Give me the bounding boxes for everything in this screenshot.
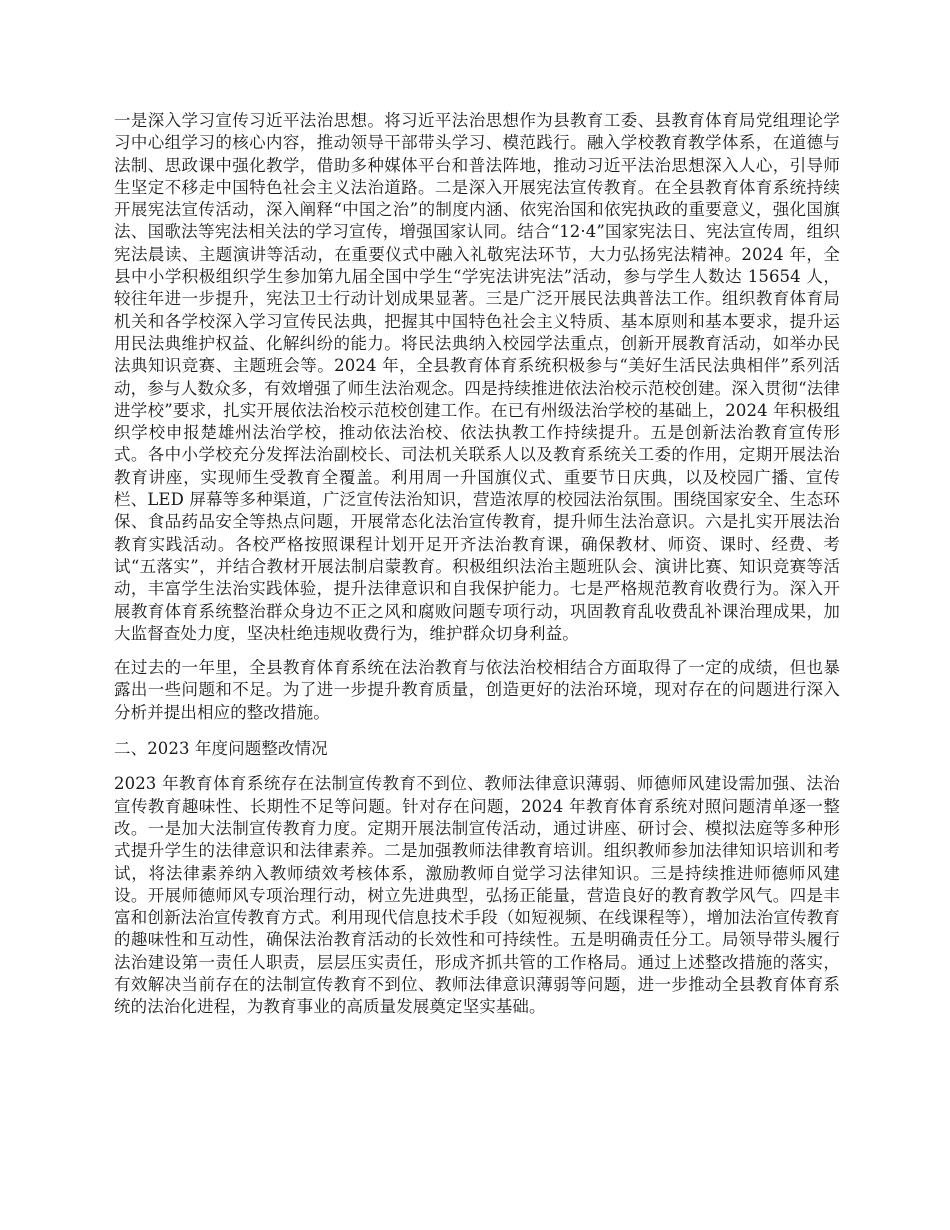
paragraph-measures: 一是深入学习宣传习近平法治思想。将习近平法治思想作为县教育工委、县教育体育局党组理论学习中心组学习的核心内容，推动领导干部带头学习、模范践行。融入学校教育教学体系，在道德与法制、思政课中强化教学，借助多种媒体平台和普法阵地，推动习近平法治思想深入人心，引导师生坚定不移走中国特色社会主义法治道路。二是深入开展宪法宣传教育。在全县教育体育系统持续开展宪法宣传活动，深入阐释“中国之治”的制度内涵、依宪治国和依宪执政的重要意义，强化国旗法、国歌法等宪法相关法的学习宣传，增强国家认同。结合“12·4”国家宪法日、宪法宣传周，组织宪法晨读、主题演讲等活动，在重要仪式中融入礼敬宪法环节，大力弘扬宪法精神。2024 年，全县中小学积极组织学生参加第九届全国中学生“学宪法讲宪法”活动，参与学生人数达 15654 人，较往年进一步提升，宪法卫士行动计划成果显著。三是广泛开展民法典普法工作。组织教育体育局机关和各学校深入学习宣传民法典，把握其中国特色社会主义特质、基本原则和基本要求，提升运用民法典维护权益、化解纠纷的能力。将民法典纳入校园学法重点，创新开展教育活动，如举办民法典知识竞赛、主题班会等。2024 年，全县教育体育系统积极参与“美好生活民法典相伴”系列活动，参与人数众多，有效增强了师生法治观念。四是持续推进依法治校示范校创建。深入贯彻“法律进学校”要求，扎实开展依法治校示范校创建工作。在已有州级法治学校的基础上，2024 年积极组织学校申报楚雄州法治学校，推动依法治校、依法执教工作持续提升。五是创新法治教育宣传形式。各中小学校充分发挥法治副校长、司法机关联系人以及教育系统关工委的作用，定期开展法治教育讲座，实现师生受教育全覆盖。利用周一升国旗仪式、重要节日庆典，以及校园广播、宣传栏、LED 屏幕等多种渠道，广泛宣传法治知识，营造浓厚的校园法治氛围。围绕国家安全、生态环保、食品药品安全等热点问题，开展常态化法治宣传教育，提升师生法治意识。六是扎实开展法治教育实践活动。各校严格按照课程计划开足开齐法治教育课，确保教材、师资、课时、经费、考试“五落实”，并结合教材开展法制启蒙教育。积极组织法治主题班队会、演讲比赛、知识竞赛等活动，丰富学生法治实践体验，提升法律意识和自我保护能力。七是严格规范教育收费行为。深入开展教育体育系统整治群众身边不正之风和腐败问题专项行动，巩固教育乱收费乱补课治理成果，加大监督查处力度，坚决杜绝违规收费行为，维护群众切身利益。	[114, 111, 840, 643]
paragraph-rectification: 2023 年教育体育系统存在法制宣传教育不到位、教师法律意识薄弱、师德师风建设需加强、法治宣传教育趣味性、长期性不足等问题。针对存在问题，2024 年教育体育系统对照问题清单逐一整改。一是加大法制宣传教育力度。定期开展法制宣传活动，通过讲座、研讨会、模拟法庭等多种形式提升学生的法律意识和法律素养。二是加强教师法律教育培训。组织教师参加法律知识培训和考试，将法律素养纳入教师绩效考核体系，激励教师自觉学习法律知识。三是持续推进师德师风建设。开展师德师风专项治理行动，树立先进典型，弘扬正能量，营造良好的教育教学风气。四是丰富和创新法治宣传教育方式。利用现代信息技术手段（如短视频、在线课程等），增加法治宣传教育的趣味性和互动性，确保法治教育活动的长效性和可持续性。五是明确责任分工。局领导带头履行法治建设第一责任人职责，层层压实责任，形成齐抓共管的工作格局。通过上述整改措施的落实，有效解决当前存在的法制宣传教育不到位、教师法律意识薄弱等问题，进一步推动全县教育体育系统的法治化进程，为教育事业的高质量发展奠定坚实基础。	[114, 774, 840, 1017]
paragraph-summary: 在过去的一年里，全县教育体育系统在法治教育与依法治校相结合方面取得了一定的成绩，但也暴露出一些问题和不足。为了进一步提升教育质量，创造更好的法治环境，现对存在的问题进行深入分析并提出相应的整改措施。	[114, 658, 840, 722]
document-body	[114, 110, 840, 1019]
section-heading: 二、2023 年度问题整改情况	[114, 739, 328, 759]
